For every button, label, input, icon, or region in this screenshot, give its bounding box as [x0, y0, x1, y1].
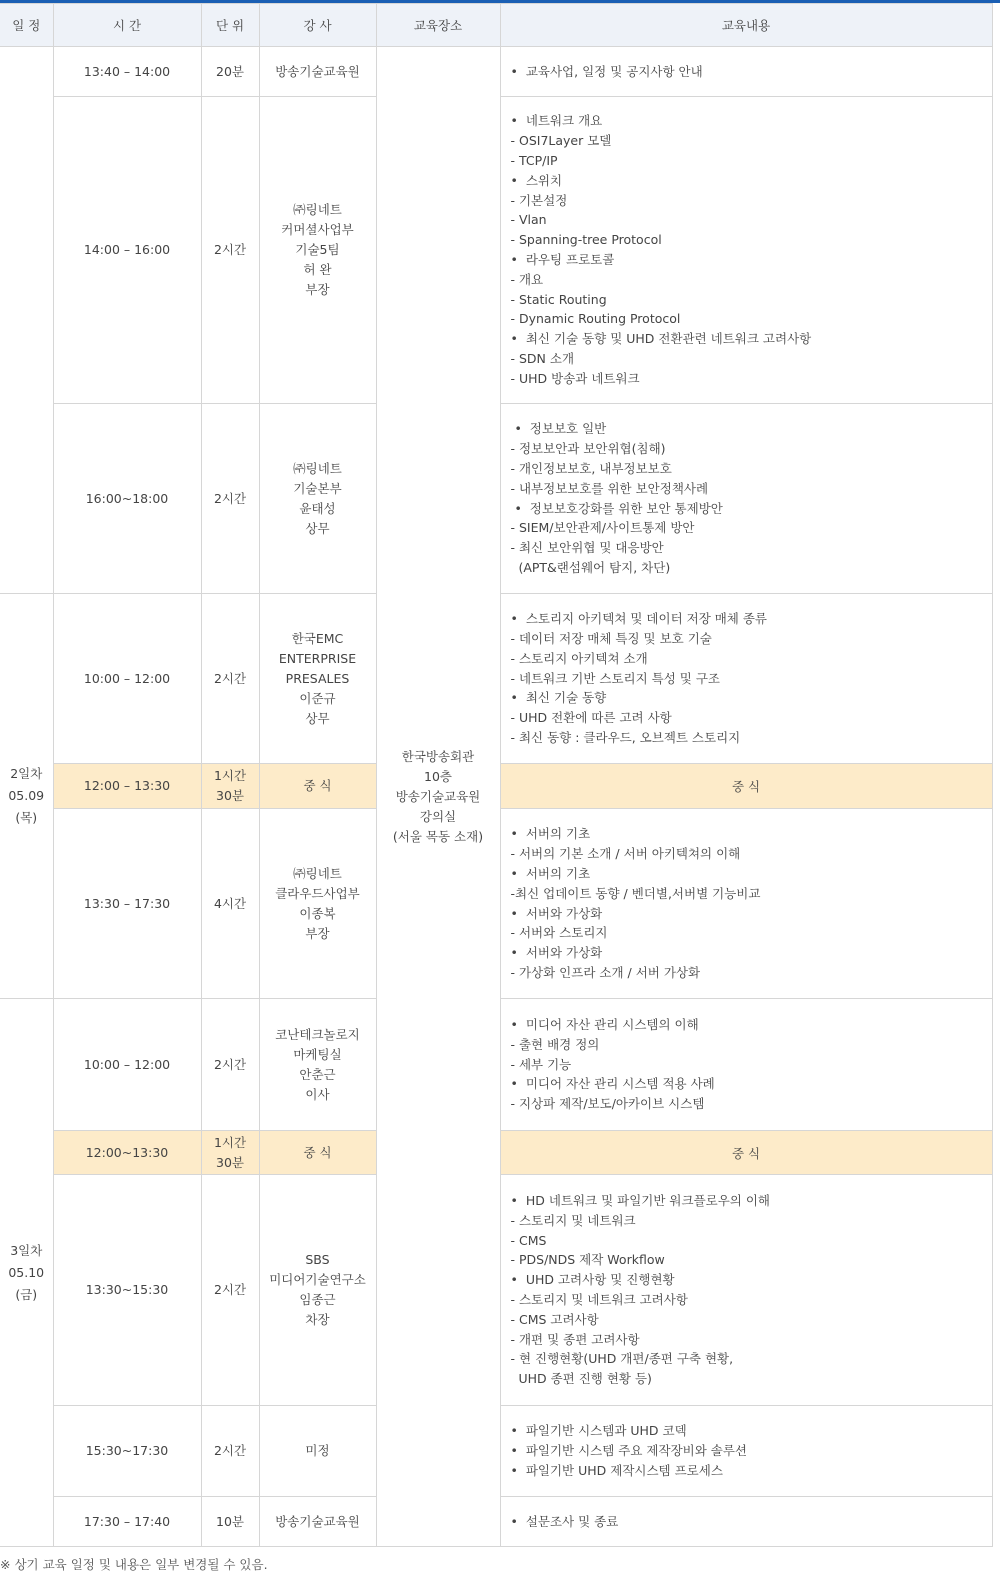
- content-line: • 서버의 기초: [510, 865, 591, 881]
- content-line: - 기본설정: [510, 192, 568, 208]
- content-line: - PDS/NDS 제작 Workflow: [510, 1252, 665, 1268]
- content-line: - 스토리지 아키텍쳐 소개: [510, 650, 648, 666]
- content-line: - 정보보안과 보안위협(침해): [510, 441, 666, 457]
- unit-line: 10분: [216, 1513, 244, 1529]
- header-instructor: 강 사: [259, 4, 376, 47]
- unit-cell: [201, 1131, 259, 1175]
- content-line: - 개요: [510, 271, 544, 287]
- content-line: - 데이터 저장 매체 특징 및 보호 기술: [510, 631, 712, 646]
- header-row: [0, 4, 992, 47]
- instructor-cell: [259, 47, 376, 97]
- unit-cell: [201, 999, 259, 1131]
- time-cell: 15:30~17:30: [53, 1406, 201, 1497]
- content-line: - 현 진행현황(UHD 개편/종편 구축 현황,: [510, 1351, 734, 1367]
- day-label: 2일차: [10, 766, 43, 781]
- header-date: 일 정: [0, 4, 53, 47]
- unit-cell: [201, 1406, 259, 1497]
- instructor-line: 부장: [305, 282, 330, 297]
- content-cell: [500, 47, 992, 97]
- day-label: 3일차: [10, 1242, 43, 1258]
- venue-line: (서울 목동 소재): [392, 828, 484, 844]
- instructor-cell: [259, 1406, 376, 1497]
- unit-line: 2시간: [213, 490, 247, 506]
- instructor-line: 안춘근: [299, 1066, 336, 1082]
- content-line: • 서버의 기초: [510, 826, 591, 842]
- unit-cell: [201, 1497, 259, 1547]
- content-line: • UHD 고려사항 및 진행현황: [510, 1272, 675, 1288]
- instructor-line: 미정: [305, 1443, 330, 1458]
- instructor-line: ㈜링네트: [293, 865, 342, 881]
- instructor-line: 이사: [305, 1086, 330, 1102]
- instructor-line: 한국EMC: [291, 630, 344, 646]
- header-time: 시 간: [53, 4, 201, 47]
- instructor-line: 방송기술교육원: [275, 1513, 360, 1529]
- content-line: • 최신 기술 동향 및 UHD 전환관련 네트워크 고려사항: [510, 331, 812, 347]
- content-line: - 스토리지 및 네트워크 고려사항: [510, 1292, 688, 1307]
- time-cell: 17:30 – 17:40: [53, 1497, 201, 1547]
- content-line: • 설문조사 및 종료: [510, 1513, 619, 1529]
- header-unit: 단 위: [201, 4, 259, 47]
- content-line: • HD 네트워크 및 파일기반 워크플로우의 이해: [510, 1193, 770, 1209]
- content-line: • 서버와 가상화: [510, 945, 603, 961]
- instructor-line: 상무: [305, 710, 330, 726]
- unit-line: 2시간: [213, 1282, 247, 1297]
- instructor-line: 코난테크놀로지: [275, 1026, 360, 1042]
- instructor-cell: [259, 999, 376, 1131]
- instructor-line: 클라우드사업부: [275, 885, 360, 901]
- content-line: - OSI7Layer 모델: [510, 133, 612, 149]
- content-line: • 교육사업, 일정 및 공지사항 안내: [510, 63, 703, 79]
- instructor-line: 마케팅실: [293, 1046, 342, 1062]
- content-line: • 스위치: [510, 172, 563, 188]
- content-line: • 서버와 가상화: [510, 905, 603, 921]
- instructor-cell: [259, 1497, 376, 1547]
- day-label: 05.10: [8, 1264, 45, 1280]
- unit-cell: [201, 404, 259, 594]
- content-line: UHD 종편 진행 현황 등): [510, 1371, 652, 1387]
- instructor-cell: [259, 764, 376, 809]
- content-line: - CMS: [510, 1232, 547, 1248]
- venue-line: 10층: [424, 768, 452, 784]
- content-cell: [500, 404, 992, 594]
- time-cell: 13:30~15:30: [53, 1175, 201, 1406]
- time-cell: 12:00~13:30: [53, 1131, 201, 1175]
- instructor-line: 허 완: [303, 262, 332, 277]
- content-line: • 정보보호강화를 위한 보안 통제방안: [510, 500, 723, 516]
- content-line: (APT&랜섬웨어 탐지, 차단): [510, 559, 671, 575]
- instructor-line: PRESALES: [285, 670, 350, 686]
- venue-line: 한국방송회관: [401, 748, 475, 764]
- content-line: • 파일기반 시스템과 UHD 코덱: [510, 1423, 687, 1439]
- content-cell: [500, 1406, 992, 1497]
- instructor-line: ㈜링네트: [293, 460, 342, 476]
- content-line: - Spanning-tree Protocol: [510, 232, 662, 248]
- unit-line: 30분: [216, 1154, 244, 1170]
- unit-line: 2시간: [213, 1443, 247, 1458]
- instructor-line: 윤태성: [299, 500, 336, 516]
- content-line: -최신 업데이트 동향 / 벤더별,서버별 기능비교: [510, 885, 761, 901]
- lunch-content-cell: 중 식: [500, 764, 992, 809]
- instructor-line: 이준규: [299, 690, 336, 706]
- content-line: - SIEM/보안관제/사이트통제 방안: [510, 520, 695, 536]
- unit-line: 2시간: [213, 242, 247, 257]
- unit-cell: [201, 809, 259, 999]
- content-line: - 개편 및 종편 고려사항: [510, 1331, 640, 1347]
- content-line: - 가상화 인프라 소개 / 서버 가상화: [510, 964, 701, 980]
- unit-line: 2시간: [213, 670, 247, 686]
- venue-line: 방송기술교육원: [395, 788, 481, 804]
- content-line: - Static Routing: [510, 291, 607, 307]
- instructor-line: SBS: [305, 1252, 330, 1267]
- content-line: • 파일기반 시스템 주요 제작장비와 솔루션: [510, 1443, 747, 1459]
- unit-line: 1시간: [213, 768, 247, 783]
- lunch-content-cell: 중 식: [500, 1131, 992, 1175]
- instructor-line: 중 식: [303, 778, 332, 793]
- content-line: • 파일기반 UHD 제작시스템 프로세스: [510, 1462, 723, 1478]
- content-line: - 출현 배경 정의: [510, 1036, 600, 1052]
- instructor-cell: [259, 1131, 376, 1175]
- instructor-line: 임종근: [299, 1292, 336, 1307]
- venue-cell: [376, 47, 500, 1547]
- content-line: - Vlan: [510, 212, 547, 228]
- time-cell: 13:40 – 14:00: [53, 47, 201, 97]
- instructor-cell: [259, 594, 376, 764]
- content-line: • 네트워크 개요: [510, 113, 603, 129]
- instructor-line: ㈜링네트: [293, 202, 342, 217]
- unit-cell: [201, 1175, 259, 1406]
- content-cell: [500, 1497, 992, 1547]
- instructor-line: 기술본부: [293, 480, 342, 496]
- unit-line: 4시간: [213, 895, 247, 911]
- unit-cell: [201, 97, 259, 404]
- content-line: - SDN 소개: [510, 350, 575, 366]
- instructor-cell: [259, 1175, 376, 1406]
- unit-line: 2시간: [213, 1056, 247, 1072]
- content-line: • 정보보호 일반: [510, 421, 607, 437]
- header-venue: 교육장소: [376, 4, 500, 47]
- instructor-line: 방송기술교육원: [275, 63, 360, 79]
- content-cell: [500, 1175, 992, 1406]
- instructor-line: 미디어기술연구소: [269, 1272, 366, 1287]
- day-cell: [0, 594, 53, 999]
- instructor-line: 상무: [305, 520, 330, 536]
- instructor-cell: [259, 809, 376, 999]
- content-line: • 미디어 자산 관리 시스템의 이해: [510, 1017, 699, 1032]
- content-line: - 서버의 기본 소개 / 서버 아키텍쳐의 이해: [510, 846, 741, 862]
- time-cell: 14:00 – 16:00: [53, 97, 201, 404]
- table-row: [0, 47, 992, 97]
- content-line: - 지상파 제작/보도/아카이브 시스템: [510, 1096, 705, 1112]
- content-line: - 네트워크 기반 스토리지 특성 및 구조: [510, 670, 720, 686]
- day-label: (목): [15, 810, 38, 825]
- content-cell: [500, 999, 992, 1131]
- content-line: - 최신 동향 : 클라우드, 오브젝트 스토리지: [510, 729, 741, 745]
- unit-line: 30분: [216, 788, 244, 803]
- instructor-line: ENTERPRISE: [278, 650, 357, 666]
- instructor-line: 중 식: [303, 1144, 332, 1160]
- content-line: - TCP/IP: [510, 153, 558, 169]
- content-line: - 세부 기능: [510, 1056, 572, 1072]
- unit-cell: [201, 47, 259, 97]
- content-line: - CMS 고려사항: [510, 1311, 599, 1327]
- content-line: - 서버와 스토리지: [510, 925, 608, 941]
- content-line: • 스토리지 아키텍쳐 및 데이터 저장 매체 종류: [510, 611, 768, 627]
- content-line: • 라우팅 프로토콜: [510, 252, 615, 267]
- instructor-line: 부장: [305, 925, 330, 941]
- content-cell: [500, 809, 992, 999]
- unit-line: 1시간: [213, 1134, 247, 1150]
- instructor-line: 커머셜사업부: [281, 222, 354, 237]
- content-line: - 개인정보보호, 내부정보보호: [510, 460, 672, 476]
- day-cell: [0, 999, 53, 1547]
- content-line: - UHD 전환에 따른 고려 사항: [510, 710, 672, 726]
- schedule-body: [0, 47, 992, 1547]
- venue-line: 강의실: [419, 808, 457, 824]
- content-line: - 최신 보안위협 및 대응방안: [510, 540, 664, 556]
- content-cell: [500, 97, 992, 404]
- content-line: - 스토리지 및 네트워크: [510, 1212, 636, 1228]
- header-content: 교육내용: [500, 4, 992, 47]
- content-line: • 미디어 자산 관리 시스템 적용 사례: [510, 1076, 715, 1092]
- content-cell: [500, 594, 992, 764]
- instructor-cell: [259, 97, 376, 404]
- content-line: • 최신 기술 동향: [510, 690, 607, 706]
- unit-line: 20분: [216, 63, 244, 79]
- content-line: - 내부정보보호를 위한 보안정책사례: [510, 480, 709, 496]
- content-line: - UHD 방송과 네트워크: [510, 370, 640, 386]
- schedule-table: [0, 3, 993, 1547]
- instructor-line: 차장: [305, 1312, 330, 1327]
- time-cell: 13:30 – 17:30: [53, 809, 201, 999]
- time-cell: 10:00 – 12:00: [53, 594, 201, 764]
- time-cell: 10:00 – 12:00: [53, 999, 201, 1131]
- day-label: 05.09: [8, 788, 45, 803]
- unit-cell: [201, 594, 259, 764]
- instructor-line: 이종복: [299, 905, 336, 921]
- content-line: - Dynamic Routing Protocol: [510, 311, 681, 327]
- unit-cell: [201, 764, 259, 809]
- time-cell: 16:00~18:00: [53, 404, 201, 594]
- instructor-line: 기술5팀: [295, 242, 340, 257]
- footnote: ※ 상기 교육 일정 및 내용은 일부 변경될 수 있음.: [0, 1557, 268, 1572]
- day-cell-empty: [0, 47, 53, 594]
- instructor-cell: [259, 404, 376, 594]
- time-cell: 12:00 – 13:30: [53, 764, 201, 809]
- day-label: (금): [15, 1286, 38, 1302]
